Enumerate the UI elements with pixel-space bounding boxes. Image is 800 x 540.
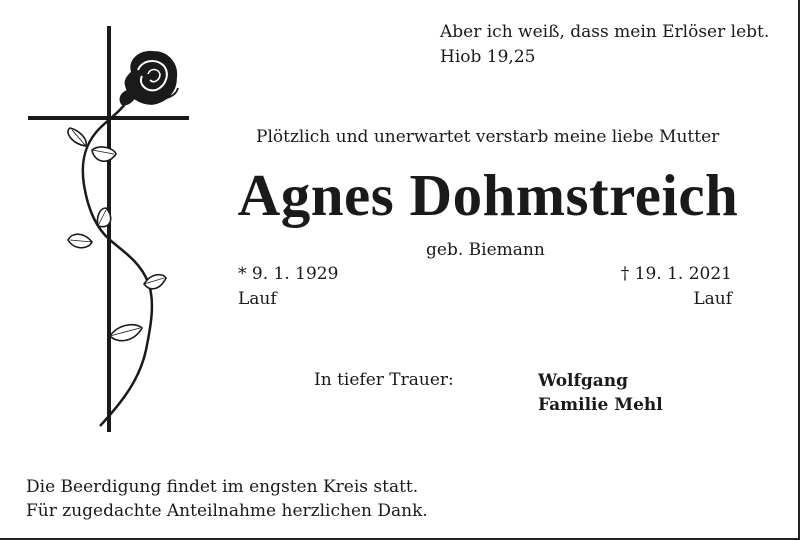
death-info: [621, 262, 732, 312]
intro-text: Plötzlich und unerwartet verstarb meine liebe Mutter: [256, 127, 720, 147]
thanks-note: Für zugedachte Anteilnahme herzlichen Dank.: [26, 501, 428, 521]
death-place: Lauf: [693, 289, 732, 309]
death-date: † 19. 1. 2021: [620, 264, 732, 284]
mourners-list: [538, 369, 663, 417]
birth-date: * 9. 1. 1929: [238, 264, 339, 284]
mourner-name: Wolfgang: [538, 371, 628, 391]
birth-name: geb. Biemann: [426, 240, 545, 260]
quote-reference: Hiob 19,25: [440, 47, 536, 67]
mourner-name: Familie Mehl: [538, 395, 663, 415]
birth-info: [238, 262, 338, 312]
mourning-label: In tiefer Trauer:: [314, 370, 454, 390]
quote-text: Aber ich weiß, dass mein Erlöser lebt.: [440, 22, 770, 42]
funeral-note: Die Beerdigung findet im engsten Kreis statt.: [26, 477, 419, 497]
footer-text: [26, 475, 428, 523]
cross-with-rose-icon: [0, 0, 230, 460]
birth-place: Lauf: [238, 289, 277, 309]
bible-quote: [440, 20, 769, 70]
deceased-name: Agnes Dohmstreich: [237, 162, 739, 228]
